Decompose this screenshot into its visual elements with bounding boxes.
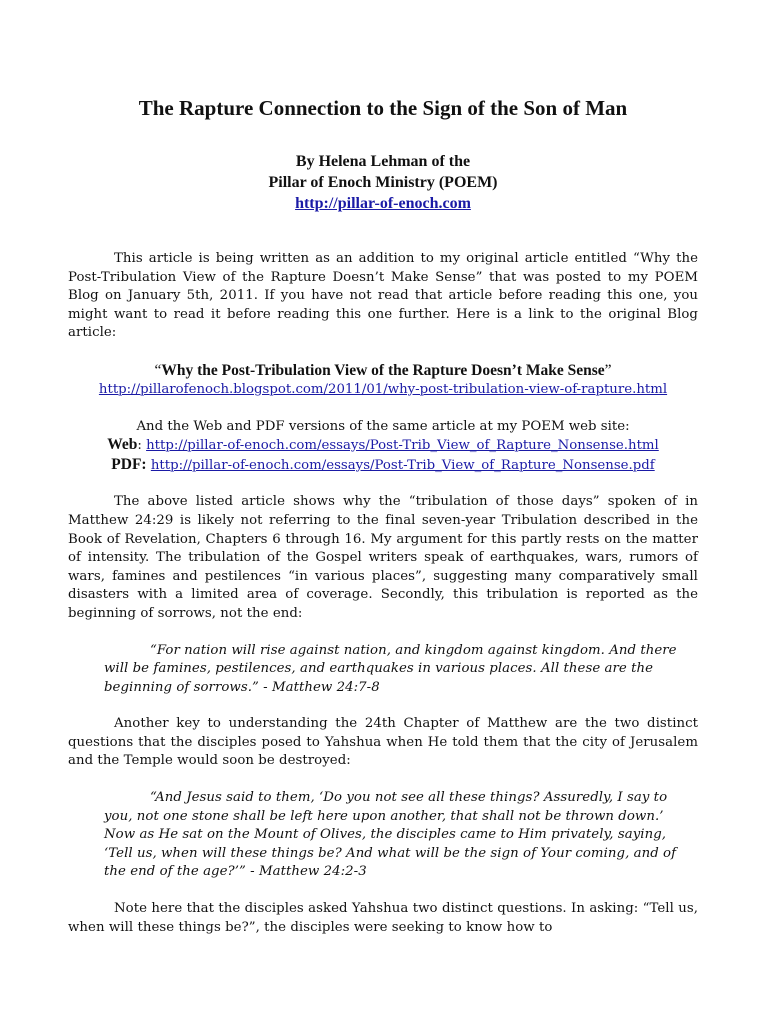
- intro-paragraph: This article is being written as an addition to my original article entitled “Why the Post-Tribulation View of the Rapture Doesn’t Make Sense” that was posted to my POEM Blog on January 5th, 2011. If you have not read that article before reading this one, you might want to read it before reading this one further. Here is a link to the original Blog article:: [68, 251, 698, 341]
- byline: [68, 151, 698, 214]
- byline-author: By Helena Lehman of the: [295, 153, 471, 170]
- web-version-link[interactable]: http://pillar-of-enoch.com/essays/Post-Trib_View_of_Rapture_Nonsense.html: [146, 438, 659, 454]
- close-quote: ”: [604, 361, 612, 379]
- body-paragraph-2: The above listed article shows why the “tribulation of those days” spoken of in Matthew 24:29 is likely not referring to the final seven-year Tribulation described in the Book of Revelation, Chapters 6 through 16. My argument for this partly rests on the matter of intensity. The tribulation of the Gospel writers speak of earthquakes, wars, rumors of wars, famines and pestilences “in various places”, suggesting many comparatively small disasters with a limited area of coverage. Secondly, this tribulation is reported as the beginning of sorrows, not the end:: [68, 494, 698, 621]
- body-paragraph-4: Note here that the disciples asked Yahshua two distinct questions. In asking: “Tell us, when will these things be?”, the disciples were seeking to know how to: [68, 901, 698, 935]
- body-paragraph-3: Another key to understanding the 24th Chapter of Matthew are the two distinct questions that the disciples posed to Yahshua when He told them that the city of Jerusalem and the Temple would soon be destroyed:: [68, 716, 698, 769]
- versions-block: [68, 418, 698, 476]
- blog-article-link[interactable]: http://pillarofenoch.blogspot.com/2011/01/why-post-tribulation-view-of-rapture.html: [98, 381, 668, 397]
- page-title: The Rapture Connection to the Sign of the Son of Man: [138, 96, 628, 120]
- versions-intro: And the Web and PDF versions of the same article at my POEM web site:: [136, 418, 630, 434]
- byline-ministry: Pillar of Enoch Ministry (POEM): [268, 174, 498, 191]
- ministry-link[interactable]: http://pillar-of-enoch.com: [295, 195, 471, 212]
- original-article-title: [68, 361, 698, 381]
- pdf-version-link[interactable]: http://pillar-of-enoch.com/essays/Post-Trib_View_of_Rapture_Nonsense.pdf: [150, 457, 655, 473]
- web-label: Web: [107, 436, 138, 454]
- web-version-row: [68, 436, 698, 456]
- original-article-block: [68, 361, 698, 400]
- web-separator: :: [137, 438, 142, 454]
- article-title-text: Why the Post-Tribulation View of the Rapture Doesn’t Make Sense: [161, 361, 605, 379]
- open-quote: “: [154, 361, 162, 379]
- pdf-label: PDF:: [111, 455, 147, 473]
- pdf-version-row: [68, 456, 698, 476]
- scripture-quote-1: “For nation will rise against nation, and kingdom against kingdom. And there will be famines, pestilences, and earthquakes in various places. All these are the beginning of sorrows.” - Matthew 24:7-8: [104, 642, 677, 695]
- scripture-quote-2: “And Jesus said to them, ‘Do you not see all these things? Assuredly, I say to you, not one stone shall be left here upon another, that shall not be thrown down.’ Now as He sat on the Mount of Olives, the disciples came to Him privately, saying, ‘Tell us, when will these things be? And what will be the sign of Your coming, and of the end of the age?’” - Matthew 24:2-3: [104, 790, 677, 880]
